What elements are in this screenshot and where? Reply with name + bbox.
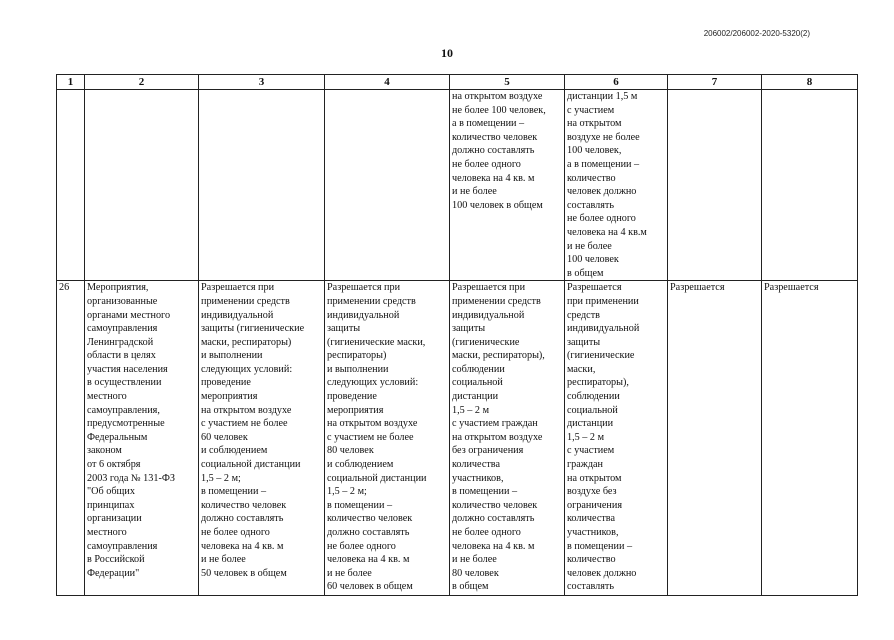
cell-text-line: с участием xyxy=(567,104,615,116)
cell-text-line: в помещении – xyxy=(327,499,393,511)
cell-text-line: с участием граждан xyxy=(452,418,538,430)
cell-text-line: с участием xyxy=(567,445,615,457)
page-number: 10 xyxy=(441,46,453,60)
cell-text-line: Разрешается xyxy=(670,282,725,294)
cell-text-line: 1,5 – 2 м; xyxy=(327,486,367,498)
cell-text-line: мероприятия xyxy=(201,391,258,403)
cell-text-line: дистанции xyxy=(452,391,499,403)
cell-text-line: и не более xyxy=(567,240,612,252)
cell-text-line: количества xyxy=(452,459,500,471)
cell-text-line: индивидуальной xyxy=(567,323,640,335)
cell-text-line: в Российской xyxy=(87,554,145,566)
cell-text-line: социальной xyxy=(452,377,503,389)
header-col-4: 4 xyxy=(325,75,450,90)
cell-text-line: следующих условий: xyxy=(201,363,293,375)
table-row-continuation xyxy=(57,90,858,281)
cell-text-line: 60 человек xyxy=(201,431,248,443)
cell-event-description xyxy=(85,281,199,596)
cell-text-line: Разрешается xyxy=(764,282,819,294)
cell-text-line: организации xyxy=(87,513,142,525)
cell-text-line: маски, респираторы) xyxy=(201,336,292,348)
cell-text-line: с участием не более xyxy=(201,418,288,430)
cell-text-line: социальной дистанции xyxy=(201,459,301,471)
cell-text-line: 1,5 – 2 м xyxy=(452,404,490,416)
cell-text-line: на открытом xyxy=(567,472,622,484)
cell-text-line: проведение xyxy=(327,391,377,403)
cell-text-line: должно составлять xyxy=(452,145,535,157)
cell-text-line: 60 человек в общем xyxy=(327,581,413,593)
header-col-3: 3 xyxy=(199,75,325,90)
cell-text-line: защиты xyxy=(327,323,361,335)
cell-text-line: количество xyxy=(567,172,616,184)
cell-text-line: Разрешается xyxy=(567,282,622,294)
cell-text-line: количества xyxy=(567,513,615,525)
cell-text-line: 50 человек в общем xyxy=(201,567,287,579)
cell-text-line: индивидуальной xyxy=(327,309,400,321)
cell-text-line: предусмотренные xyxy=(87,418,165,430)
cell-text-line: Федерации" xyxy=(87,567,140,579)
cell-text-line: в общем xyxy=(452,581,489,593)
cell-text-line: Федеральным xyxy=(87,431,148,443)
cell-text-line: должно составлять xyxy=(201,513,284,525)
cell-text-line: человек должно xyxy=(567,186,637,198)
cell-text-line: должно составлять xyxy=(327,527,410,538)
cell-text-line: 100 человек, xyxy=(567,145,622,157)
cell-text-line: самоуправления, xyxy=(87,404,160,416)
cell-text-line: и не более xyxy=(452,186,497,198)
cell-text-line: самоуправления xyxy=(87,540,158,552)
header-col-5: 5 xyxy=(450,75,565,90)
cell-text-line: средств xyxy=(567,309,600,321)
document-id: 206002/206002-2020-5320(2) xyxy=(703,29,810,38)
cell-text-line: самоуправления xyxy=(87,323,158,335)
cell-text-line: организованные xyxy=(87,295,158,307)
cell-col-5 xyxy=(450,281,565,596)
cell-text-line: и не более xyxy=(452,554,497,566)
cell-text-line: защиты (гигиенические xyxy=(201,323,305,335)
header-col-7: 7 xyxy=(668,75,762,90)
cell-text-line: человека на 4 кв.м xyxy=(567,226,647,238)
cell-text-line: не более одного xyxy=(567,213,636,225)
cell-text-line: Ленинградской xyxy=(87,336,154,348)
cell-text-line: граждан xyxy=(567,459,603,471)
cell-text-line: и выполнении xyxy=(327,363,389,375)
cell-text-line: не более одного xyxy=(201,527,270,538)
cell-col-5 xyxy=(450,90,565,281)
table-header-row xyxy=(57,75,858,90)
cell-text-line: не более одного xyxy=(452,527,521,538)
cell-text-line: Разрешается при xyxy=(201,282,275,294)
header-col-1: 1 xyxy=(57,75,85,90)
cell-col-3 xyxy=(199,281,325,596)
cell-text-line: индивидуальной xyxy=(452,309,525,321)
cell-text-line: маски, респираторы), xyxy=(452,350,545,362)
cell-text-line: местного xyxy=(87,391,127,403)
cell-empty xyxy=(762,90,858,281)
cell-text-line: человека на 4 кв. м xyxy=(201,540,284,552)
cell-col-8 xyxy=(762,281,858,596)
cell-text-line: и соблюдением xyxy=(327,459,394,471)
cell-text-line: на открытом воздухе xyxy=(452,431,543,443)
cell-text-line: и не более xyxy=(327,567,372,579)
cell-text-line: в помещении – xyxy=(201,486,267,498)
cell-text-line: 2003 года № 131-ФЗ xyxy=(87,472,175,484)
cell-text-line: дистанции 1,5 м xyxy=(567,91,638,102)
cell-text-line: 100 человек xyxy=(567,254,619,266)
cell-text-line: человека на 4 кв. м xyxy=(452,172,535,184)
cell-text-line: воздухе без xyxy=(567,486,617,498)
cell-empty xyxy=(85,90,199,281)
cell-text-line: не более одного xyxy=(452,158,521,170)
cell-text-line: защиты xyxy=(452,323,486,335)
cell-text-line: соблюдении xyxy=(452,363,505,375)
cell-text-line: ограничения xyxy=(567,499,623,511)
cell-text-line: должно составлять xyxy=(452,513,535,525)
cell-text-line: социальной xyxy=(567,404,618,416)
cell-empty xyxy=(199,90,325,281)
cell-text-line: (гигиенические маски, xyxy=(327,336,426,348)
cell-text-line: защиты xyxy=(567,336,601,348)
cell-text-line: участников, xyxy=(452,472,504,484)
cell-text-line: применении средств xyxy=(201,295,290,307)
cell-text-line: (гигиенические xyxy=(452,336,520,348)
cell-text-line: а в помещении – xyxy=(567,158,640,170)
cell-text-line: местного xyxy=(87,527,127,538)
cell-text-line: проведение xyxy=(201,377,251,389)
cell-text-line: и соблюдением xyxy=(201,445,268,457)
cell-empty xyxy=(57,90,85,281)
cell-text-line: органами местного xyxy=(87,309,171,321)
cell-text-line: (гигиенические xyxy=(567,350,635,362)
cell-text-line: количество xyxy=(567,554,616,566)
cell-text-line: человека на 4 кв. м xyxy=(327,554,410,566)
cell-empty xyxy=(325,90,450,281)
cell-text-line: 80 человек xyxy=(327,445,374,457)
cell-text-line: на открытом воздухе xyxy=(201,404,292,416)
cell-text-line: составлять xyxy=(567,581,615,593)
header-col-8: 8 xyxy=(762,75,858,90)
cell-text-line: при применении xyxy=(567,295,639,307)
cell-text-line: следующих условий: xyxy=(327,377,419,389)
cell-text-line: применении средств xyxy=(452,295,541,307)
cell-text-line: 1,5 – 2 м; xyxy=(201,472,241,484)
header-col-6: 6 xyxy=(565,75,668,90)
regulations-table xyxy=(56,74,858,596)
cell-text-line: респираторы) xyxy=(327,350,387,362)
cell-text-line: человека на 4 кв. м xyxy=(452,540,535,552)
cell-text-line: Разрешается при xyxy=(452,282,526,294)
cell-text-line: мероприятия xyxy=(327,404,384,416)
cell-text-line: а в помещении – xyxy=(452,118,525,130)
cell-text-line: 100 человек в общем xyxy=(452,199,543,211)
cell-text-line: соблюдении xyxy=(567,391,620,403)
cell-text-line: не более одного xyxy=(327,540,396,552)
cell-text-line: респираторы), xyxy=(567,377,629,389)
row-number: 26 xyxy=(57,281,85,596)
cell-text-line: участников, xyxy=(567,527,619,538)
cell-text-line: применении средств xyxy=(327,295,416,307)
cell-text-line: социальной дистанции xyxy=(327,472,427,484)
cell-text-line: и не более xyxy=(201,554,246,566)
table-row-26 xyxy=(57,281,858,596)
cell-text-line: в осуществлении xyxy=(87,377,162,389)
cell-text-line: с участием не более xyxy=(327,431,414,443)
cell-text-line: Разрешается при xyxy=(327,282,401,294)
cell-text-line: индивидуальной xyxy=(201,309,274,321)
cell-text-line: воздухе не более xyxy=(567,131,640,143)
cell-text-line: принципах xyxy=(87,499,135,511)
cell-text-line: дистанции xyxy=(567,418,614,430)
cell-text-line: количество человек xyxy=(452,499,538,511)
cell-col-4 xyxy=(325,281,450,596)
cell-col-6 xyxy=(565,281,668,596)
cell-text-line: "Об общих xyxy=(87,486,135,498)
cell-text-line: в помещении – xyxy=(567,540,633,552)
cell-empty xyxy=(668,90,762,281)
cell-text-line: Мероприятия, xyxy=(87,282,149,294)
cell-text-line: маски, xyxy=(567,363,596,375)
cell-text-line: законом xyxy=(87,445,122,457)
cell-text-line: в помещении – xyxy=(452,486,518,498)
cell-text-line: на открытом воздухе xyxy=(327,418,418,430)
cell-text-line: области в целях xyxy=(87,350,156,362)
cell-text-line: от 6 октября xyxy=(87,459,141,471)
cell-text-line: и выполнении xyxy=(201,350,263,362)
header-col-2: 2 xyxy=(85,75,199,90)
cell-text-line: без ограничения xyxy=(452,445,524,457)
cell-text-line: количество человек xyxy=(452,131,538,143)
cell-text-line: человек должно xyxy=(567,567,637,579)
cell-text-line: не более 100 человек, xyxy=(452,104,546,116)
cell-text-line: в общем xyxy=(567,267,604,279)
cell-text-line: на открытом воздухе xyxy=(452,91,543,102)
cell-col-7 xyxy=(668,281,762,596)
cell-text-line: количество человек xyxy=(327,513,413,525)
cell-text-line: составлять xyxy=(567,199,615,211)
cell-col-6 xyxy=(565,90,668,281)
cell-text-line: участия населения xyxy=(87,363,168,375)
cell-text-line: 80 человек xyxy=(452,567,499,579)
cell-text-line: на открытом xyxy=(567,118,622,130)
cell-text-line: 1,5 – 2 м xyxy=(567,431,605,443)
cell-text-line: количество человек xyxy=(201,499,287,511)
